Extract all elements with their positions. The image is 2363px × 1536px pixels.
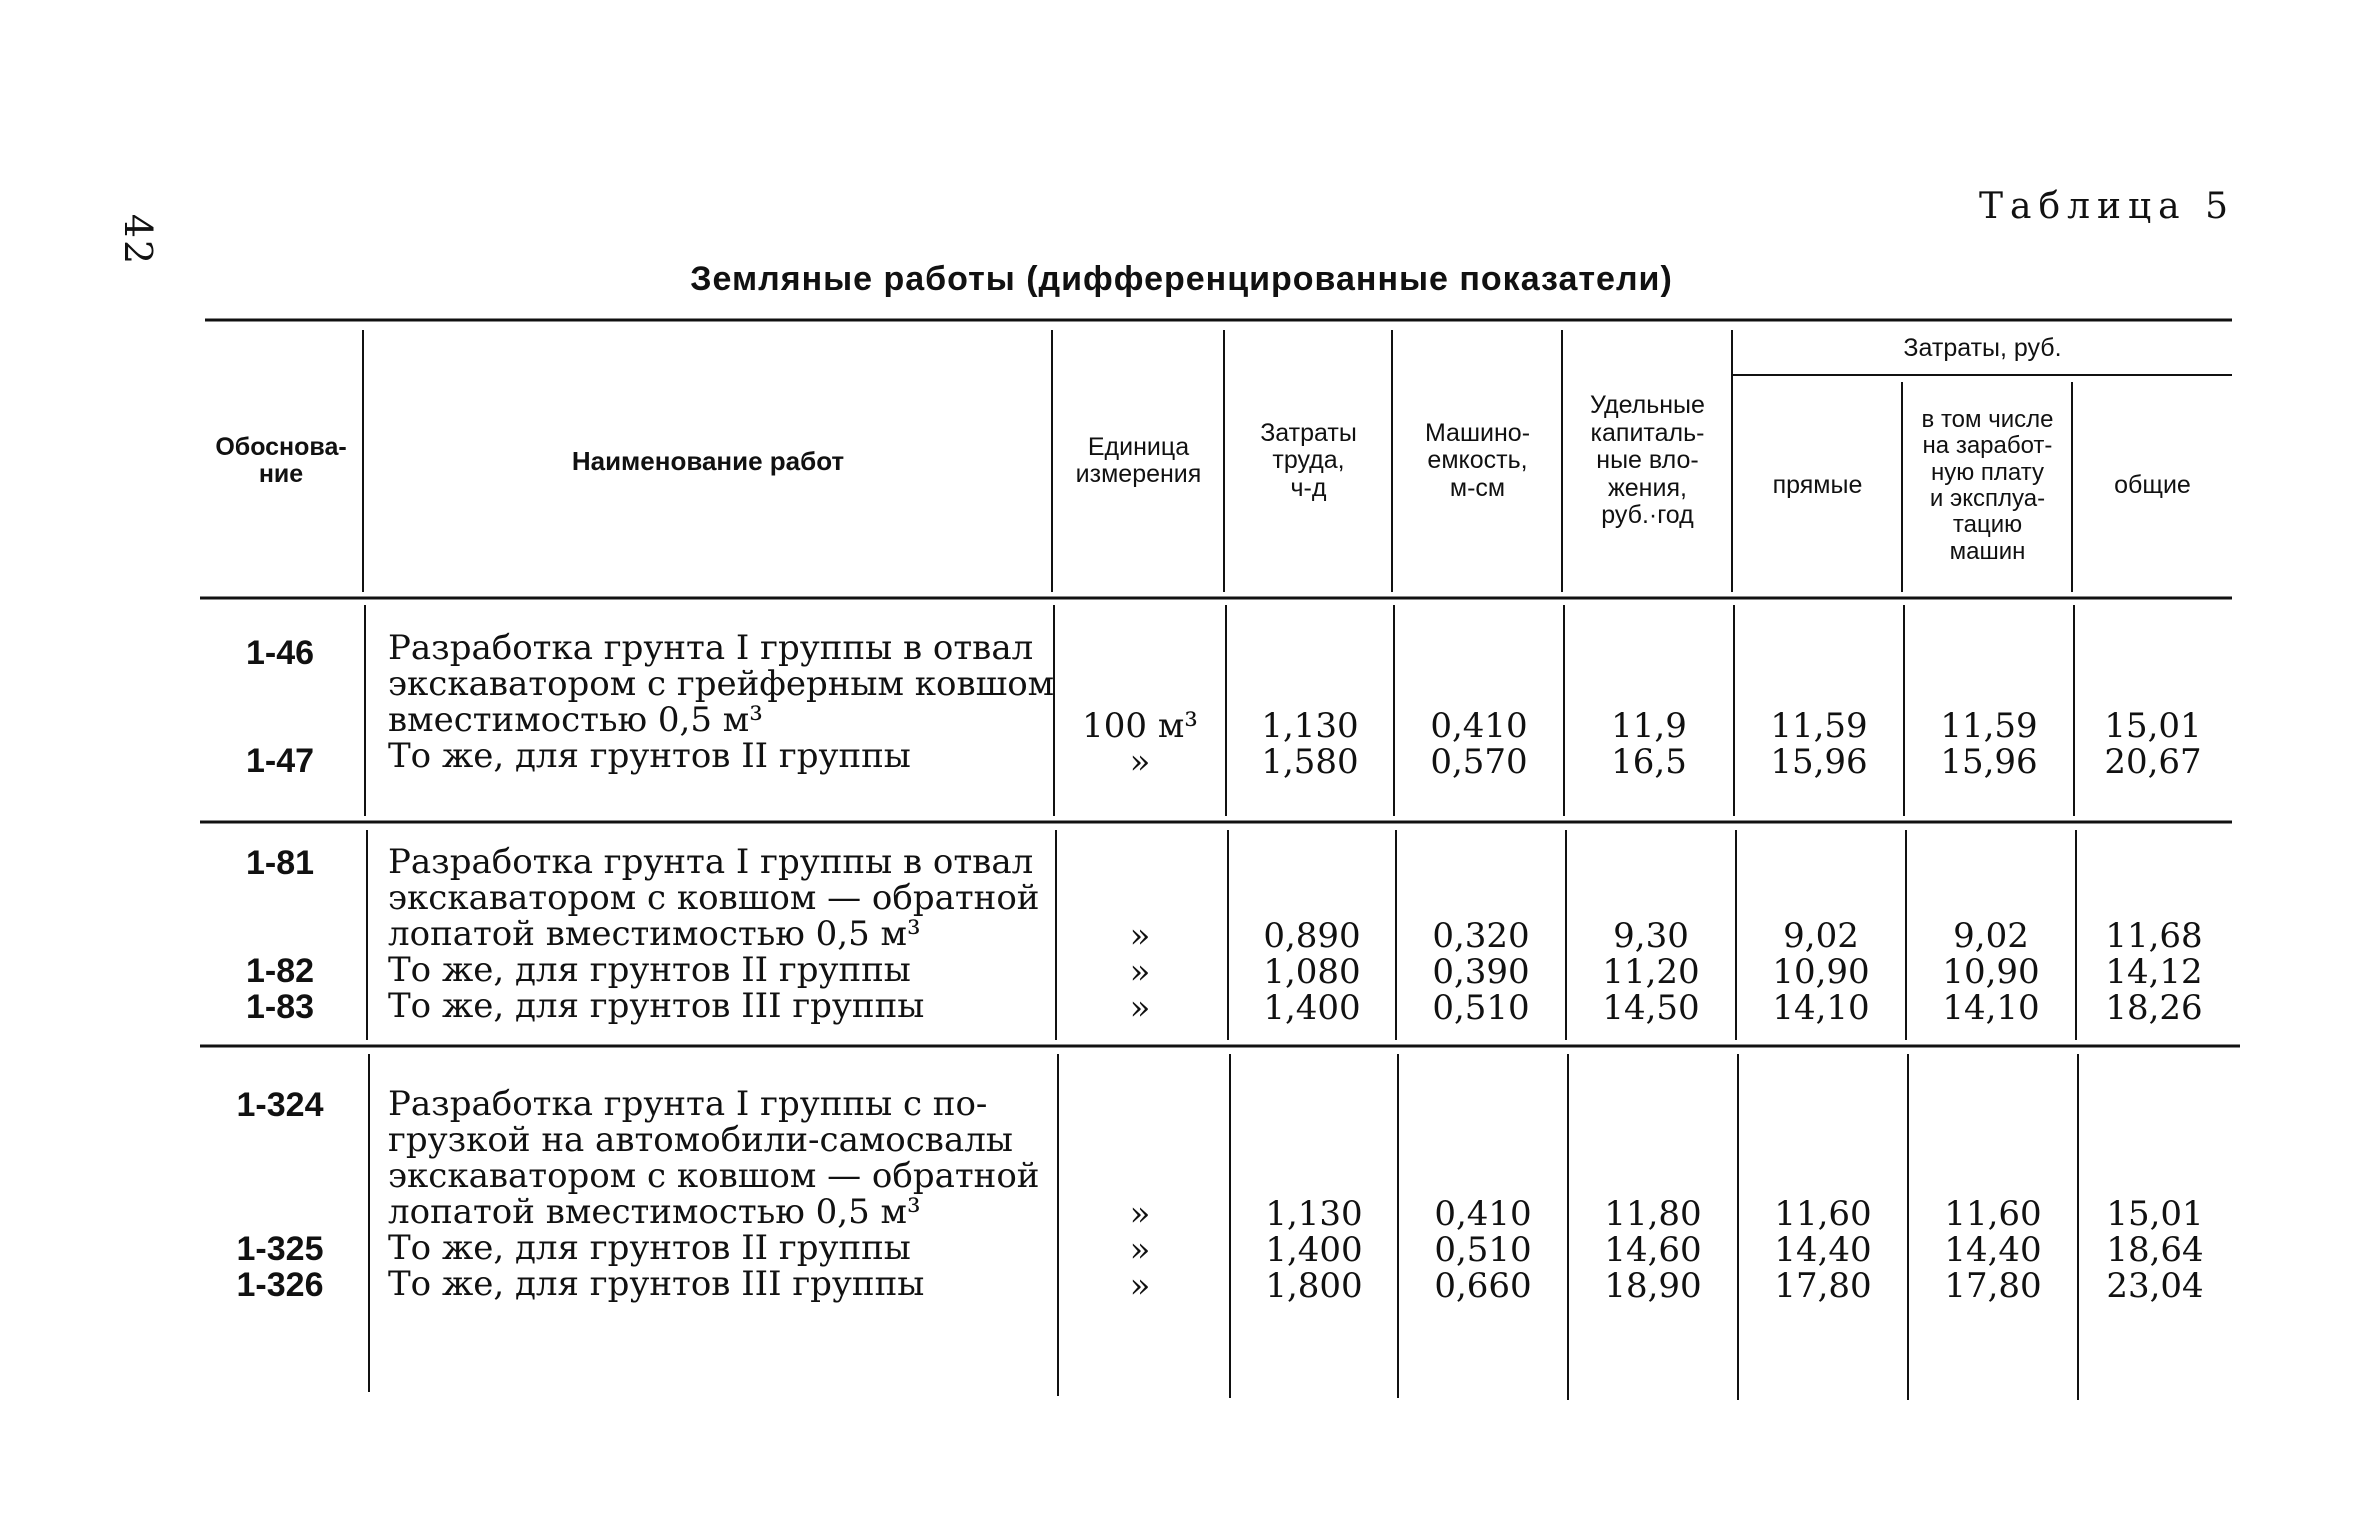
incl-cost-cell: 15,96 xyxy=(1940,742,2038,782)
header-justification: Обоснова- ние xyxy=(215,432,347,488)
machine-cell: 0,410 xyxy=(1434,1194,1532,1234)
incl-cost-cell: 14,10 xyxy=(1942,988,2040,1028)
direct-cost-cell: 9,02 xyxy=(1783,916,1859,956)
work-name-line: Разработка грунта I группы в отвал xyxy=(388,842,1034,882)
work-name-line: лопатой вместимостью 0,5 м³ xyxy=(388,1192,921,1232)
labor-cell: 1,800 xyxy=(1265,1266,1363,1306)
work-name-cell xyxy=(388,1086,1040,1302)
machine-cell: 0,570 xyxy=(1430,742,1528,782)
capital-cell: 16,5 xyxy=(1611,742,1687,782)
capital-cell: 14,50 xyxy=(1602,988,1700,1028)
unit-cell: » xyxy=(1129,916,1151,956)
direct-cost-cell: 15,96 xyxy=(1770,742,1868,782)
machine-cell: 0,390 xyxy=(1432,952,1530,992)
incl-cost-cell: 9,02 xyxy=(1953,916,2029,956)
unit-cell: » xyxy=(1129,1230,1151,1270)
work-name-line: экскаватором с ковшом — обратной xyxy=(388,878,1040,918)
machine-cell: 0,660 xyxy=(1434,1266,1532,1306)
code-cell: 1-46 xyxy=(245,634,315,672)
capital-cell: 11,80 xyxy=(1604,1194,1702,1234)
work-name-line: То же, для грунтов II группы xyxy=(388,1228,911,1268)
labor-cell: 0,890 xyxy=(1263,916,1361,956)
direct-cost-cell: 17,80 xyxy=(1774,1266,1872,1306)
header-costs-incl: в том числе на заработ- ную плату и эксплуа- тацию машин xyxy=(1921,405,2054,565)
code-cell: 1-324 xyxy=(236,1086,324,1124)
direct-cost-cell: 11,60 xyxy=(1774,1194,1872,1234)
code-cell: 1-82 xyxy=(245,952,315,990)
unit-cell: » xyxy=(1129,988,1151,1028)
work-name-line: экскаватором с грейферным ковшом xyxy=(388,664,1055,704)
labor-cell: 1,130 xyxy=(1265,1194,1363,1234)
table-label: Таблица 5 xyxy=(1979,186,2235,227)
capital-cell: 18,90 xyxy=(1604,1266,1702,1306)
unit-cell: » xyxy=(1129,742,1151,782)
capital-cell: 9,30 xyxy=(1613,916,1689,956)
machine-cell: 0,320 xyxy=(1432,916,1530,956)
header-unit: Единица измерения xyxy=(1075,432,1202,488)
machine-cell: 0,510 xyxy=(1434,1230,1532,1270)
work-name-line: То же, для грунтов III группы xyxy=(388,986,925,1026)
incl-cost-cell: 10,90 xyxy=(1942,952,2040,992)
header-labor: Затраты труда, ч-д xyxy=(1260,418,1357,502)
unit-cell: 100 м³ xyxy=(1082,706,1198,746)
direct-cost-cell: 14,10 xyxy=(1772,988,1870,1028)
direct-cost-cell: 11,59 xyxy=(1770,706,1868,746)
machine-cell: 0,510 xyxy=(1432,988,1530,1028)
header-costs-total: общие xyxy=(2114,471,2191,500)
labor-cell: 1,400 xyxy=(1265,1230,1363,1270)
machine-cell: 0,410 xyxy=(1430,706,1528,746)
work-name-line: То же, для грунтов III группы xyxy=(388,1264,925,1304)
capital-cell: 11,9 xyxy=(1611,706,1687,746)
code-cell: 1-83 xyxy=(245,988,315,1026)
document-title: Земляные работы (дифференцированные показатели) xyxy=(690,260,1673,298)
total-cost-cell: 11,68 xyxy=(2105,916,2203,956)
incl-cost-cell: 11,59 xyxy=(1940,706,2038,746)
unit-cell: » xyxy=(1129,952,1151,992)
labor-cell: 1,400 xyxy=(1263,988,1361,1028)
work-name-cell xyxy=(388,628,1055,776)
work-name-line: экскаватором с ковшом — обратной xyxy=(388,1156,1040,1196)
total-cost-cell: 18,26 xyxy=(2105,988,2203,1028)
direct-cost-cell: 14,40 xyxy=(1774,1230,1872,1270)
header-capital: Удельные капиталь- ные вло- жения, руб.·год xyxy=(1590,391,1705,530)
code-cell: 1-81 xyxy=(245,844,315,882)
code-cell: 1-325 xyxy=(236,1230,324,1268)
work-name-cell xyxy=(388,844,1040,1024)
code-cell: 1-47 xyxy=(245,742,315,780)
unit-cell: » xyxy=(1129,1194,1151,1234)
header-costs-direct: прямые xyxy=(1772,471,1863,500)
header-costs-group: Затраты, руб. xyxy=(1903,334,2062,363)
code-cell: 1-326 xyxy=(236,1266,324,1304)
page-number: 42 xyxy=(116,213,161,267)
incl-cost-cell: 17,80 xyxy=(1944,1266,2042,1306)
labor-cell: 1,580 xyxy=(1261,742,1359,782)
work-name-line: лопатой вместимостью 0,5 м³ xyxy=(388,914,921,954)
work-name-line: Разработка грунта I группы с по- xyxy=(388,1084,988,1124)
capital-cell: 11,20 xyxy=(1602,952,1700,992)
incl-cost-cell: 14,40 xyxy=(1944,1230,2042,1270)
labor-cell: 1,080 xyxy=(1263,952,1361,992)
work-name-line: Разработка грунта I группы в отвал xyxy=(388,628,1034,668)
work-name-line: грузкой на автомобили-самосвалы xyxy=(388,1120,1013,1160)
work-name-line: То же, для грунтов II группы xyxy=(388,736,911,776)
header-machine: Машино- емкость, м-см xyxy=(1424,418,1531,502)
unit-cell: » xyxy=(1129,1266,1151,1306)
total-cost-cell: 20,67 xyxy=(2104,742,2202,782)
direct-cost-cell: 10,90 xyxy=(1772,952,1870,992)
incl-cost-cell: 11,60 xyxy=(1944,1194,2042,1234)
work-name-line: вместимостью 0,5 м³ xyxy=(388,700,763,740)
header-work-name: Наименование работ xyxy=(571,445,845,476)
total-cost-cell: 15,01 xyxy=(2104,706,2202,746)
total-cost-cell: 23,04 xyxy=(2106,1266,2204,1306)
total-cost-cell: 14,12 xyxy=(2105,952,2203,992)
work-name-line: То же, для грунтов II группы xyxy=(388,950,911,990)
labor-cell: 1,130 xyxy=(1261,706,1359,746)
capital-cell: 14,60 xyxy=(1604,1230,1702,1270)
total-cost-cell: 15,01 xyxy=(2106,1194,2204,1234)
total-cost-cell: 18,64 xyxy=(2106,1230,2204,1270)
